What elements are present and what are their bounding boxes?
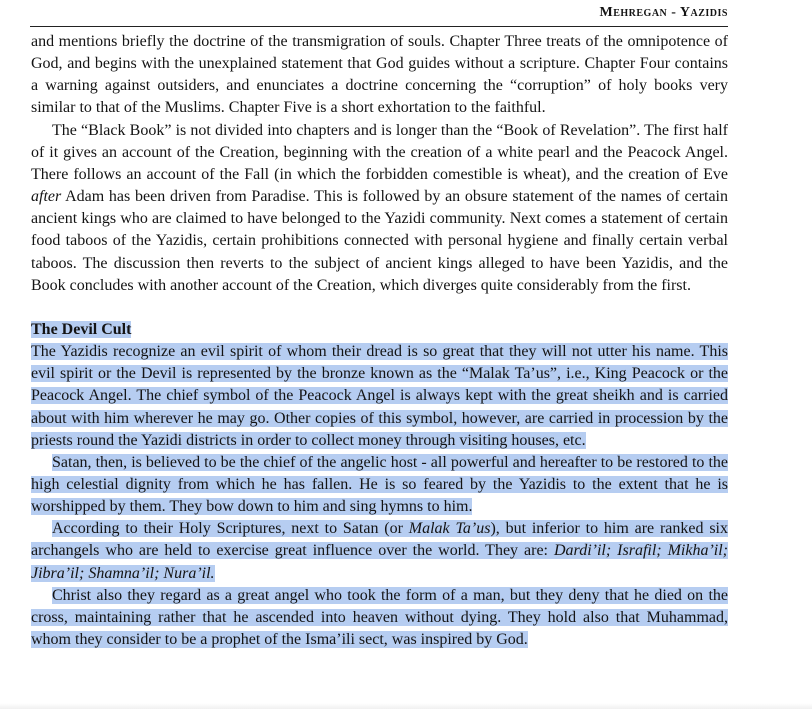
devil-cult-paragraph-3-italic-1: Malak Ta’us — [408, 520, 491, 538]
black-book-paragraph — [31, 120, 728, 297]
devil-cult-paragraph-1 — [31, 341, 728, 452]
running-header — [30, 0, 728, 27]
devil-cult-paragraph-2-text: Satan, then, is believed to be the chief of the angelic host - all powerful and hereafter to be restored to the high celestial dignity from which he has fallen. He is so feared by the Yazidis to the extent that he is worshipped by them. They bow down to him and sing hymns to him. — [31, 453, 728, 516]
devil-cult-paragraph-3 — [31, 518, 728, 584]
devil-cult-paragraph-4-text: Christ also they regard as a great angel who took the form of a man, but they deny that he died on the cross, maintaining rather that he ascended into heaven without dying. They hold also that Muhammad, whom they consider to be a prophet of the Isma’ili sect, was inspired by God. — [31, 586, 728, 649]
devil-cult-heading-block — [31, 319, 728, 341]
devil-cult-paragraph-1-text: The Yazidis recognize an evil spirit of whom their dread is so great that they will not utter his name. This evil spirit or the Devil is represented by the bronze known as the “Malak Ta’us”, i.e., King Peacock or the Peacock Angel. The chief symbol of the Peacock Angel is always kept with the great sheikh and is carried about with him wherever he may go. Other copies of this symbol, however, are carried in procession by the priests round the Yazidi districts in order to collect money through visiting houses, etc. — [31, 343, 728, 449]
page-body — [31, 31, 728, 651]
devil-cult-paragraph-3-italic-2: Dardi’il; Israfil; Mikha’il; Jibra’il; Shamna’il; Nura’il. — [31, 542, 729, 582]
top-paragraph — [31, 31, 728, 120]
devil-cult-paragraph-3-text-a: According to their Holy Scriptures, next to Satan (or — [52, 520, 409, 538]
black-book-text-b: Adam has been driven from Paradise. This is followed by an obsure statement of the names of certain ancient kings who are claimed to have belonged to the Yazidi community. Next comes a statement of certain food taboos of the Yazidis, certain prohibitions connected with personal hygiene and finally certain verbal taboos. The discussion then reverts to the subject of ancient kings alleged to have been Yazidis, and the Book concludes with another account of the Creation, which diverges quite considerably from the first. — [31, 188, 728, 294]
running-title: Mehregan - Yazidis — [599, 5, 728, 20]
black-book-text-a: The “Black Book” is not divided into chapters and is longer than the “Book of Revelation”. The first half of it gives an account of the Creation, beginning with the creation of a white pearl and the Peacock Angel. There follows an account of the Fall (in which the forbidden comestible is wheat), and the creation of Eve — [31, 121, 728, 183]
devil-cult-paragraph-2 — [31, 452, 728, 518]
top-paragraph-text: and mentions briefly the doctrine of the transmigration of souls. Chapter Three treats of the omnipotence of God, and begins with the unexplained statement that God guides without a scripture. Chapter Four contains a warning against outsiders, and enunciates a doctrine concerning the “corruption” of holy books very similar to that of the Muslims. Chapter Five is a short exhortation to the faithful. — [31, 33, 728, 117]
devil-cult-paragraph-3-text-b: ), but inferior to him are ranked six archangels who are held to exercise great influence over the world. They are: — [31, 520, 728, 560]
devil-cult-heading: The Devil Cult — [31, 320, 132, 338]
section-gap — [31, 297, 728, 319]
bottom-edge-shadow — [0, 703, 812, 709]
devil-cult-paragraph-4 — [31, 585, 728, 651]
black-book-italic: after — [31, 188, 62, 206]
